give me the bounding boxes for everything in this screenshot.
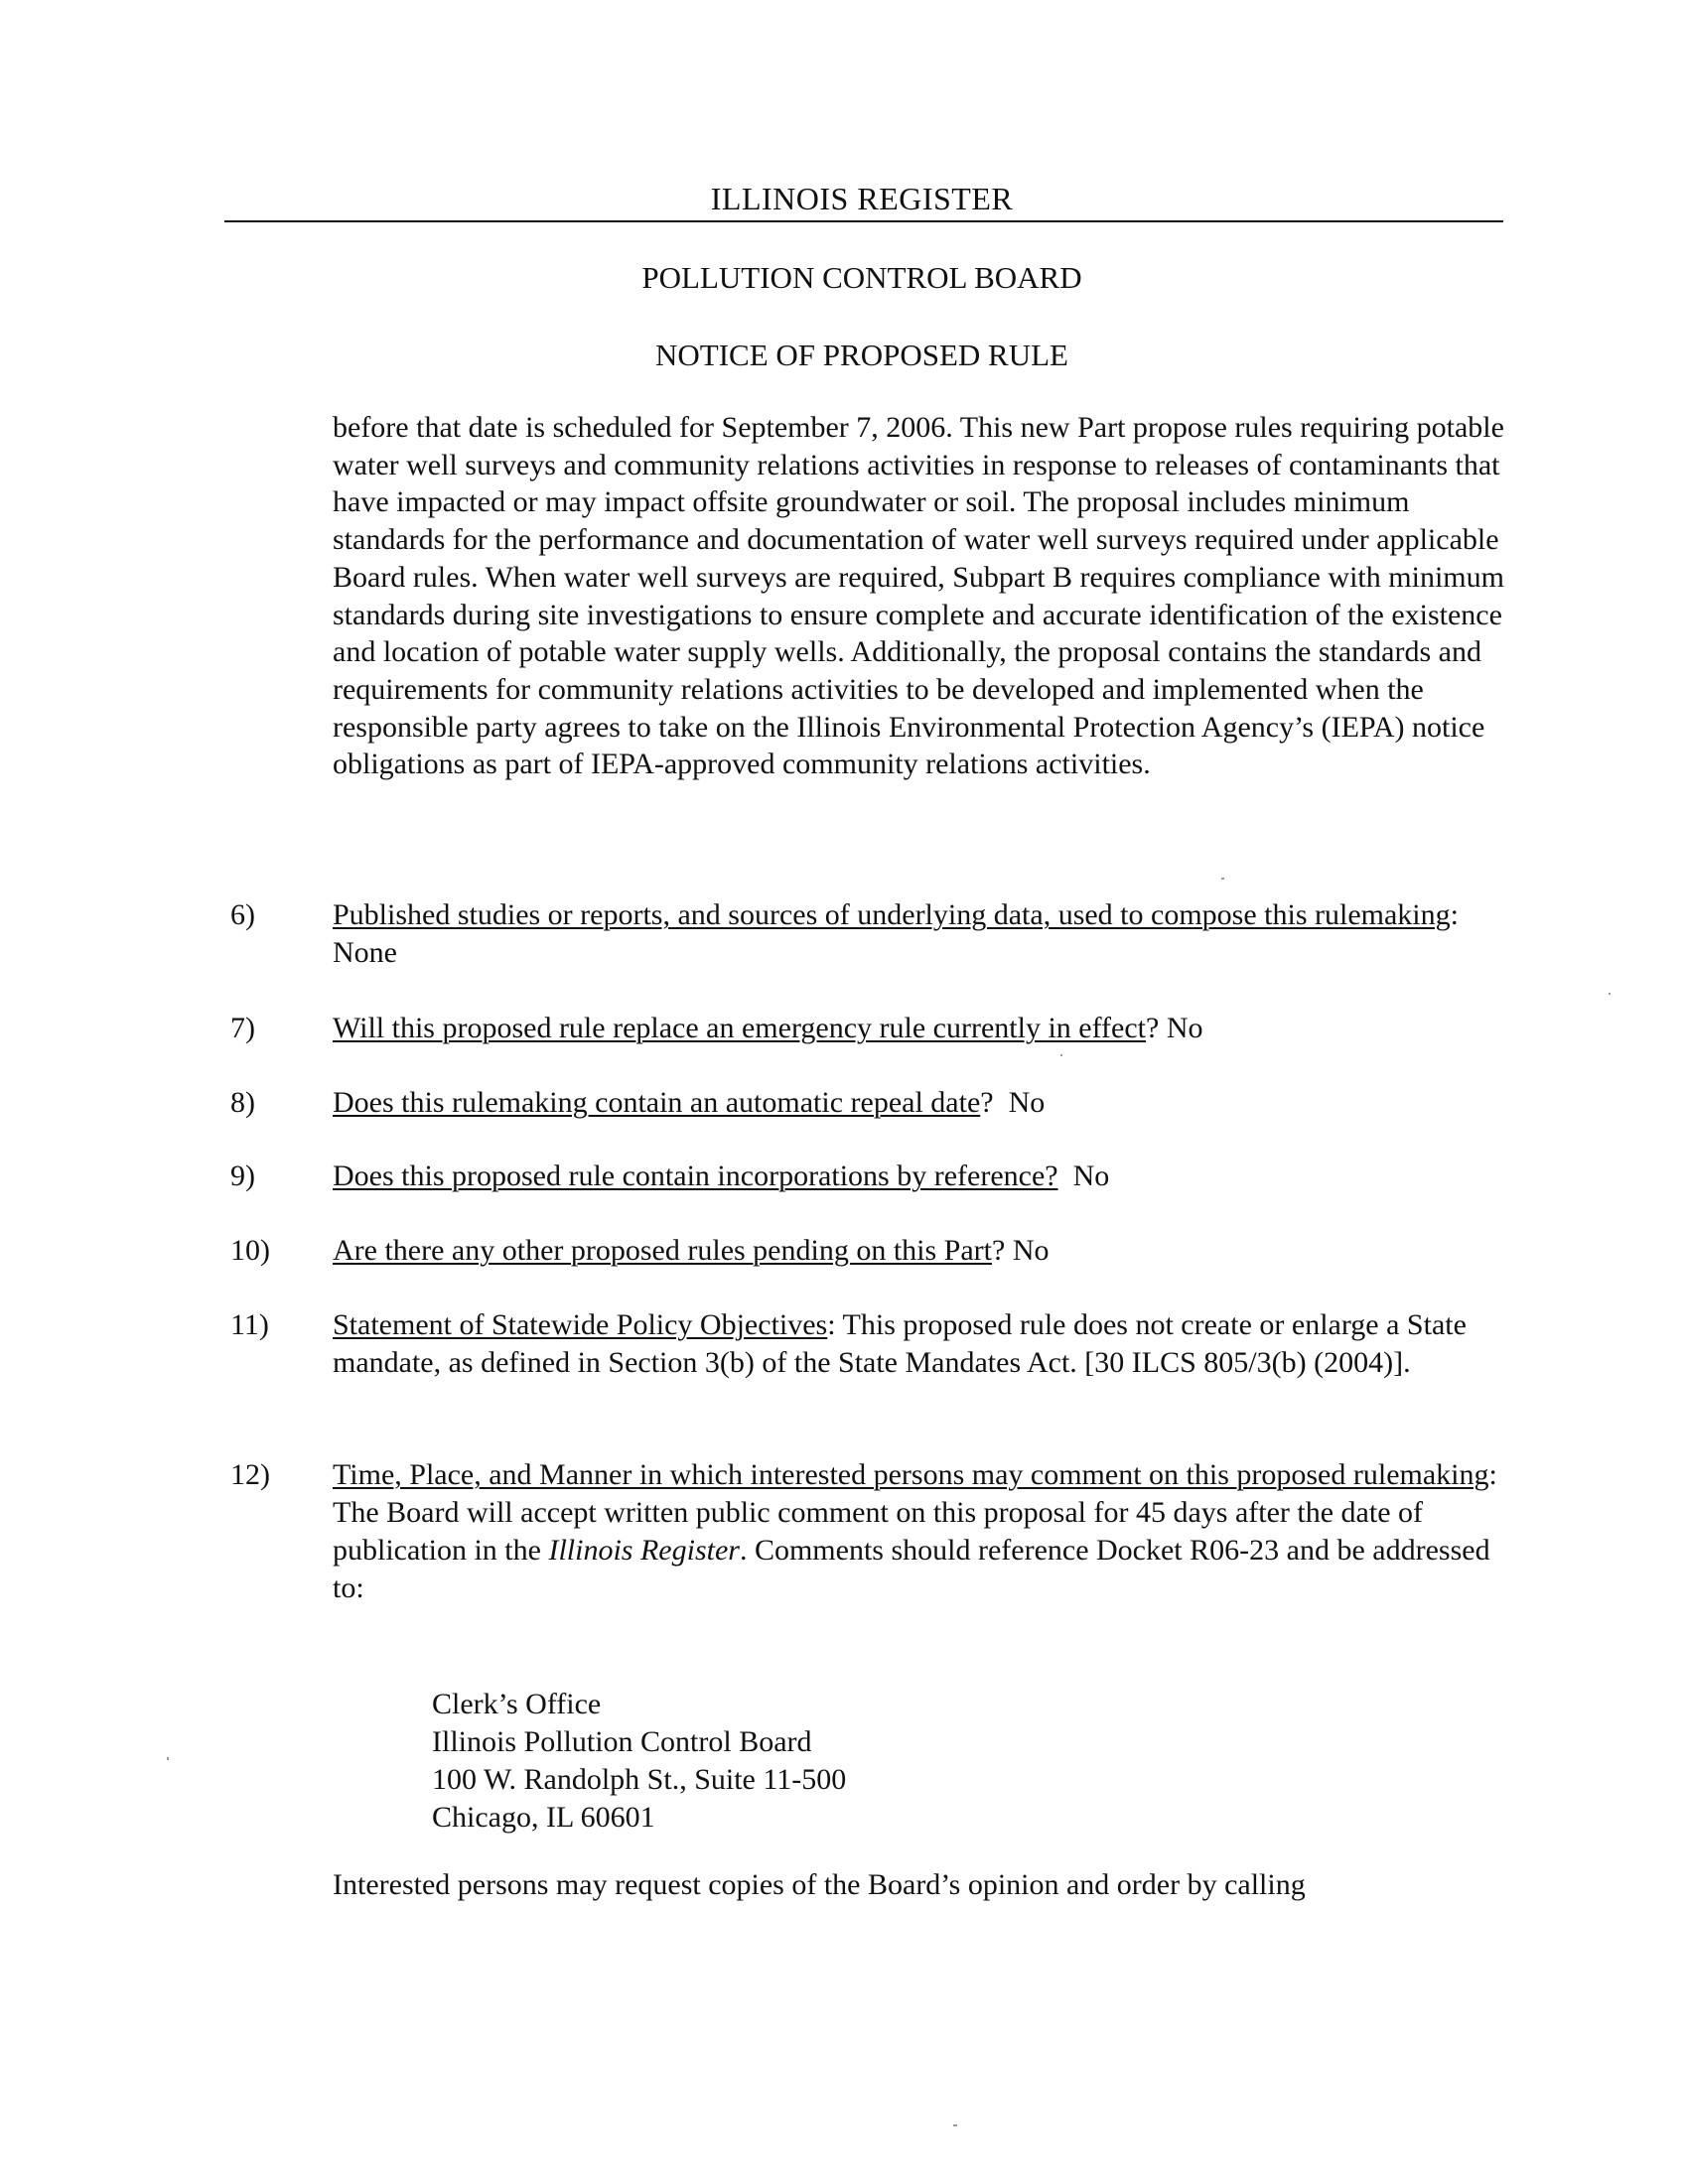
item-number: 6) — [230, 898, 255, 931]
comment-text-end: . Comments should reference Docket R06-23 and be addressed to: — [333, 1534, 1490, 1604]
scan-speck — [1221, 878, 1224, 880]
item-heading: Published studies or reports, and sources of underlying data, used to compose this rulemaking — [333, 898, 1451, 931]
item-number: 8) — [230, 1086, 255, 1119]
item-answer: ? No — [1146, 1012, 1203, 1044]
item-heading: Are there any other proposed rules pending on this Part — [333, 1234, 992, 1267]
item-heading: Will this proposed rule replace an emergency rule currently in effect — [333, 1012, 1147, 1044]
scan-speck — [1609, 993, 1611, 995]
item-answer: No — [1057, 1160, 1110, 1192]
item-number: 10) — [230, 1234, 270, 1267]
item-answer: ? No — [980, 1086, 1046, 1119]
item-answer: : This proposed rule does not create or enlarge a State mandate, as defined in Section 3(b) of the State Mandates Act. [30 ILCS 805/3(b) (2004)]. — [333, 1308, 1467, 1379]
comment-instructions — [333, 1494, 1514, 1607]
board-title: POLLUTION CONTROL BOARD — [641, 260, 1082, 295]
comment-text-start: The Board will accept written public comment on this proposal for 45 days after the date of publication in the — [333, 1496, 1424, 1567]
item-number: 12) — [230, 1458, 270, 1491]
scan-speck — [953, 2124, 957, 2126]
item-body — [333, 1456, 1514, 1607]
item-answer: ? No — [992, 1234, 1050, 1267]
scan-speck — [167, 1757, 169, 1760]
address-line: Illinois Pollution Control Board — [432, 1725, 812, 1758]
header-divider — [224, 220, 1503, 222]
item-body — [333, 1158, 1514, 1195]
address-line: Clerk’s Office — [432, 1688, 602, 1720]
notice-title: NOTICE OF PROPOSED RULE — [655, 338, 1068, 372]
intro-paragraph: before that date is scheduled for September 7, 2006. This new Part propose rules requiring potable water well surveys and community relations activities in response to releases of contaminants that have impacted or may impact offsite groundwater or soil. The proposal includes minimum standards for the performance and documentation of water well surveys required under applicable Board rules. When water well surveys are required, Subpart B requires compliance with minimum standards during site investigations to ensure complete and accurate identification of the existence and location of potable water supply wells. Additionally, the proposal contains the standards and requirements for community relations activities to be developed and implemented when the responsible party agrees to take on the Illinois Environmental Protection Agency’s (IEPA) notice obligations as part of IEPA-approved community relations activities. — [333, 411, 1504, 781]
address-line: Chicago, IL 60601 — [432, 1801, 655, 1834]
address-line: 100 W. Randolph St., Suite 11-500 — [432, 1763, 847, 1796]
item-body — [333, 1306, 1514, 1382]
item-answer: : — [1488, 1458, 1497, 1491]
register-title: ILLINOIS REGISTER — [710, 181, 1014, 216]
mailing-address — [432, 1686, 846, 1837]
item-number: 11) — [230, 1308, 269, 1341]
item-heading: Does this rulemaking contain an automatic repeal date — [333, 1086, 981, 1119]
closing-paragraph: Interested persons may request copies of the Board’s opinion and order by calling — [333, 1868, 1306, 1901]
item-number: 7) — [230, 1012, 255, 1044]
item-answer: : None — [333, 898, 1459, 969]
item-heading: Time, Place, and Manner in which interested persons may comment on this proposed rulemaking — [333, 1458, 1489, 1491]
item-body — [333, 1232, 1514, 1270]
item-heading: Does this proposed rule contain incorporations by reference? — [333, 1160, 1058, 1192]
item-body — [333, 1010, 1514, 1047]
item-body — [333, 1084, 1514, 1122]
item-body — [333, 896, 1514, 972]
publication-name: Illinois Register — [548, 1534, 740, 1567]
item-number: 9) — [230, 1160, 255, 1192]
scan-speck — [1060, 1054, 1062, 1056]
item-heading: Statement of Statewide Policy Objectives — [333, 1308, 828, 1341]
